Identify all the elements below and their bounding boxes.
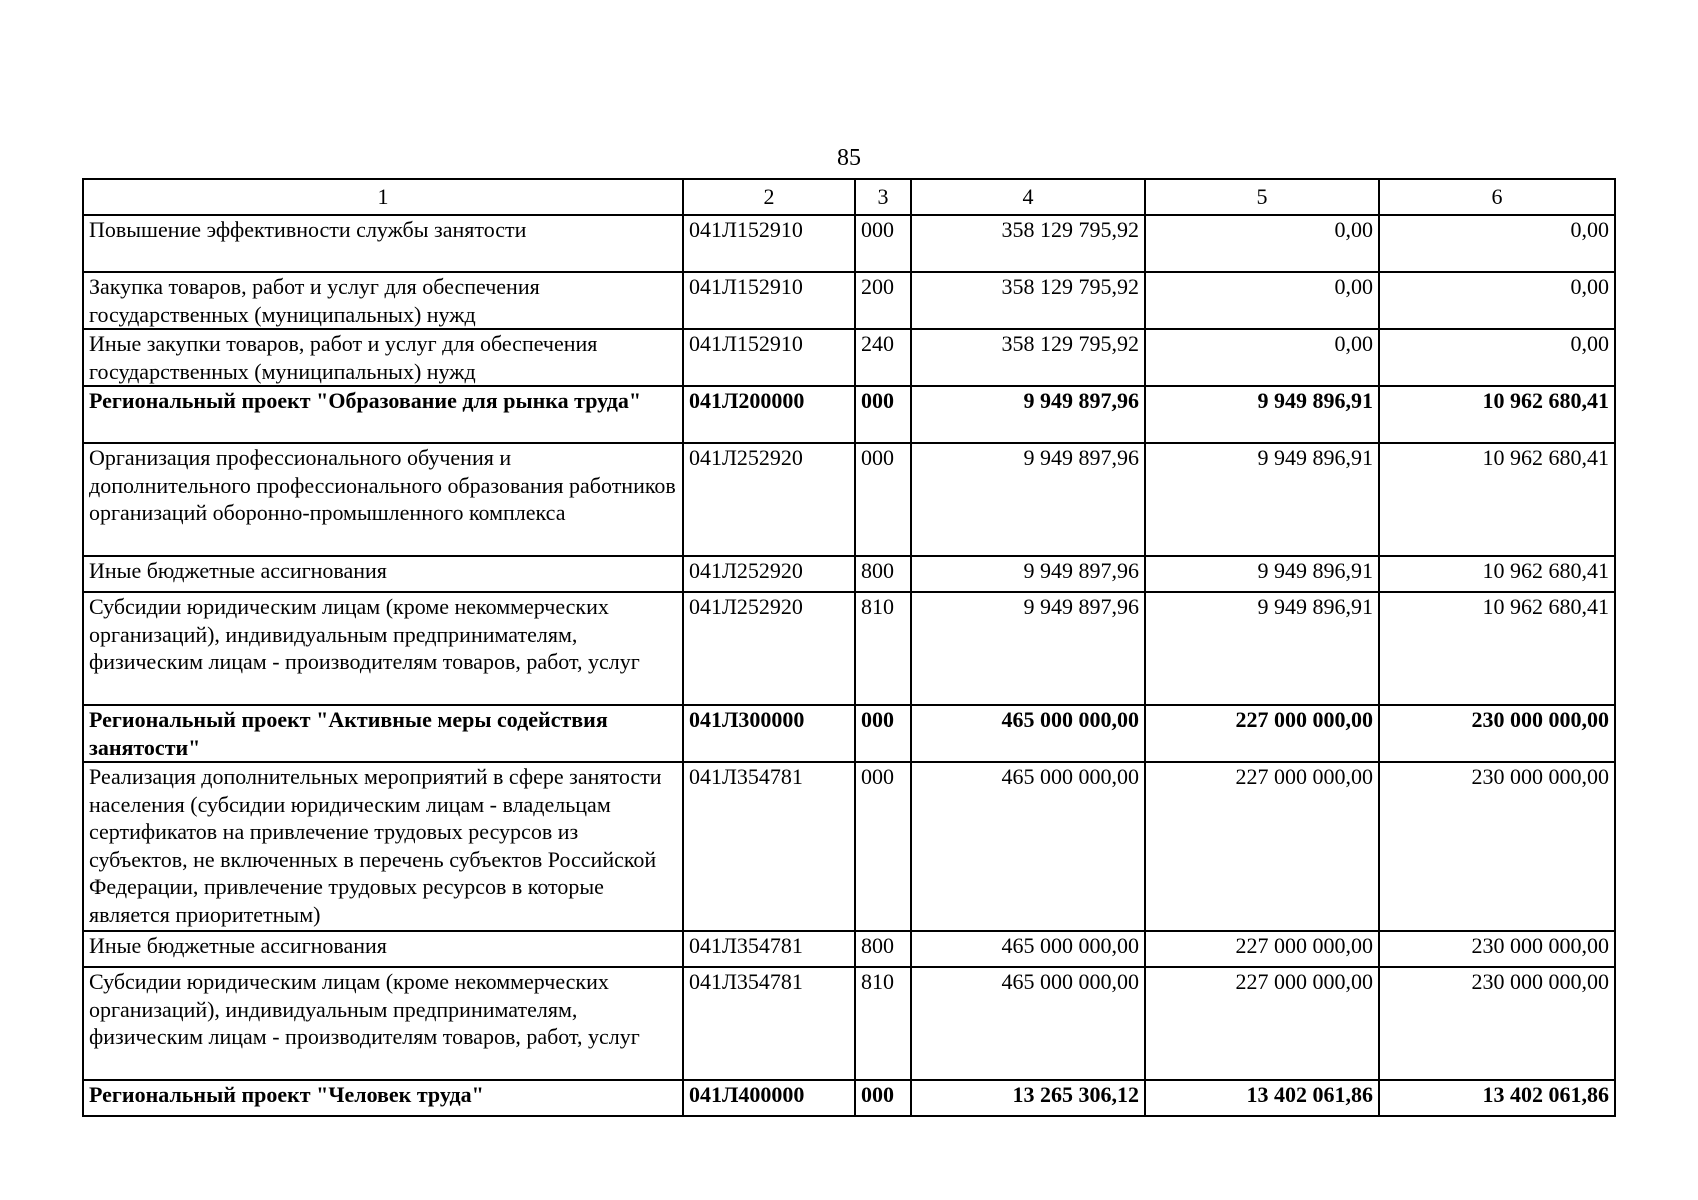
row-amount-5: 9 949 896,91 [1145,443,1379,556]
table-row [83,443,1615,556]
row-name: Повышение эффективности службы занятости [83,215,683,272]
table-row [83,592,1615,705]
row-amount-5: 0,00 [1145,329,1379,386]
row-target-code: 041Л252920 [683,592,855,705]
row-expense-type: 800 [855,931,911,967]
row-amount-6: 230 000 000,00 [1379,762,1615,931]
row-name: Региональный проект "Образование для рынка труда" [83,386,683,443]
row-amount-6: 10 962 680,41 [1379,386,1615,443]
row-amount-5: 227 000 000,00 [1145,931,1379,967]
table-row [83,705,1615,762]
row-amount-6: 230 000 000,00 [1379,705,1615,762]
row-expense-type: 810 [855,592,911,705]
table-row [83,215,1615,272]
row-amount-6: 10 962 680,41 [1379,592,1615,705]
row-amount-4: 9 949 897,96 [911,592,1145,705]
row-amount-4: 9 949 897,96 [911,386,1145,443]
row-name: Закупка товаров, работ и услуг для обеспечения государственных (муниципальных) нужд [83,272,683,329]
row-amount-5: 227 000 000,00 [1145,705,1379,762]
budget-table [82,178,1616,1117]
row-target-code: 041Л300000 [683,705,855,762]
table-row [83,967,1615,1080]
row-amount-5: 227 000 000,00 [1145,762,1379,931]
row-target-code: 041Л354781 [683,967,855,1080]
row-expense-type: 240 [855,329,911,386]
row-name: Субсидии юридическим лицам (кроме некоммерческих организаций), индивидуальным предпринимателям, физическим лицам - производителям товаров, работ, услуг [83,967,683,1080]
row-expense-type: 000 [855,705,911,762]
row-amount-5: 13 402 061,86 [1145,1080,1379,1116]
row-target-code: 041Л252920 [683,443,855,556]
row-amount-6: 230 000 000,00 [1379,931,1615,967]
table-row [83,931,1615,967]
row-name: Региональный проект "Активные меры содействия занятости" [83,705,683,762]
row-amount-4: 13 265 306,12 [911,1080,1145,1116]
row-amount-6: 13 402 061,86 [1379,1080,1615,1116]
row-amount-4: 358 129 795,92 [911,272,1145,329]
row-name: Субсидии юридическим лицам (кроме некоммерческих организаций), индивидуальным предпринимателям, физическим лицам - производителям товаров, работ, услуг [83,592,683,705]
row-target-code: 041Л354781 [683,762,855,931]
table-row [83,329,1615,386]
header-col-3: 3 [855,179,911,215]
row-expense-type: 000 [855,443,911,556]
row-expense-type: 000 [855,215,911,272]
row-amount-4: 358 129 795,92 [911,329,1145,386]
header-col-5: 5 [1145,179,1379,215]
row-target-code: 041Л200000 [683,386,855,443]
row-expense-type: 000 [855,762,911,931]
row-target-code: 041Л354781 [683,931,855,967]
row-name: Региональный проект "Человек труда" [83,1080,683,1116]
table-row [83,386,1615,443]
row-amount-6: 0,00 [1379,215,1615,272]
row-amount-6: 230 000 000,00 [1379,967,1615,1080]
row-target-code: 041Л152910 [683,215,855,272]
row-amount-5: 0,00 [1145,272,1379,329]
row-amount-5: 9 949 896,91 [1145,556,1379,592]
header-row [83,179,1615,215]
row-amount-5: 9 949 896,91 [1145,386,1379,443]
page-number: 85 [837,145,861,171]
header-col-6: 6 [1379,179,1615,215]
row-amount-4: 465 000 000,00 [911,931,1145,967]
row-amount-4: 465 000 000,00 [911,705,1145,762]
row-amount-4: 465 000 000,00 [911,762,1145,931]
table-row [83,272,1615,329]
row-amount-5: 9 949 896,91 [1145,592,1379,705]
row-target-code: 041Л400000 [683,1080,855,1116]
row-target-code: 041Л152910 [683,329,855,386]
row-target-code: 041Л152910 [683,272,855,329]
header-col-4: 4 [911,179,1145,215]
row-expense-type: 000 [855,386,911,443]
row-amount-5: 0,00 [1145,215,1379,272]
row-amount-6: 0,00 [1379,272,1615,329]
header-col-1: 1 [83,179,683,215]
row-name: Реализация дополнительных мероприятий в сфере занятости населения (субсидии юридическим лицам - владельцам сертификатов на привлечение трудовых ресурсов из субъектов, не включенных в перечень субъектов Российской Федерации, привлечение трудовых ресурсов в которые является приоритетным) [83,762,683,931]
table-row [83,762,1615,931]
row-expense-type: 810 [855,967,911,1080]
row-expense-type: 000 [855,1080,911,1116]
row-amount-5: 227 000 000,00 [1145,967,1379,1080]
row-target-code: 041Л252920 [683,556,855,592]
row-name: Иные бюджетные ассигнования [83,556,683,592]
row-expense-type: 200 [855,272,911,329]
header-col-2: 2 [683,179,855,215]
row-amount-4: 9 949 897,96 [911,443,1145,556]
row-name: Иные закупки товаров, работ и услуг для обеспечения государственных (муниципальных) нужд [83,329,683,386]
row-amount-4: 358 129 795,92 [911,215,1145,272]
table-row [83,556,1615,592]
row-amount-4: 9 949 897,96 [911,556,1145,592]
row-amount-4: 465 000 000,00 [911,967,1145,1080]
row-expense-type: 800 [855,556,911,592]
row-amount-6: 10 962 680,41 [1379,556,1615,592]
row-amount-6: 0,00 [1379,329,1615,386]
row-amount-6: 10 962 680,41 [1379,443,1615,556]
row-name: Организация профессионального обучения и дополнительного профессионального образования работников организаций оборонно-промышленного комплекса [83,443,683,556]
row-name: Иные бюджетные ассигнования [83,931,683,967]
table-row [83,1080,1615,1116]
